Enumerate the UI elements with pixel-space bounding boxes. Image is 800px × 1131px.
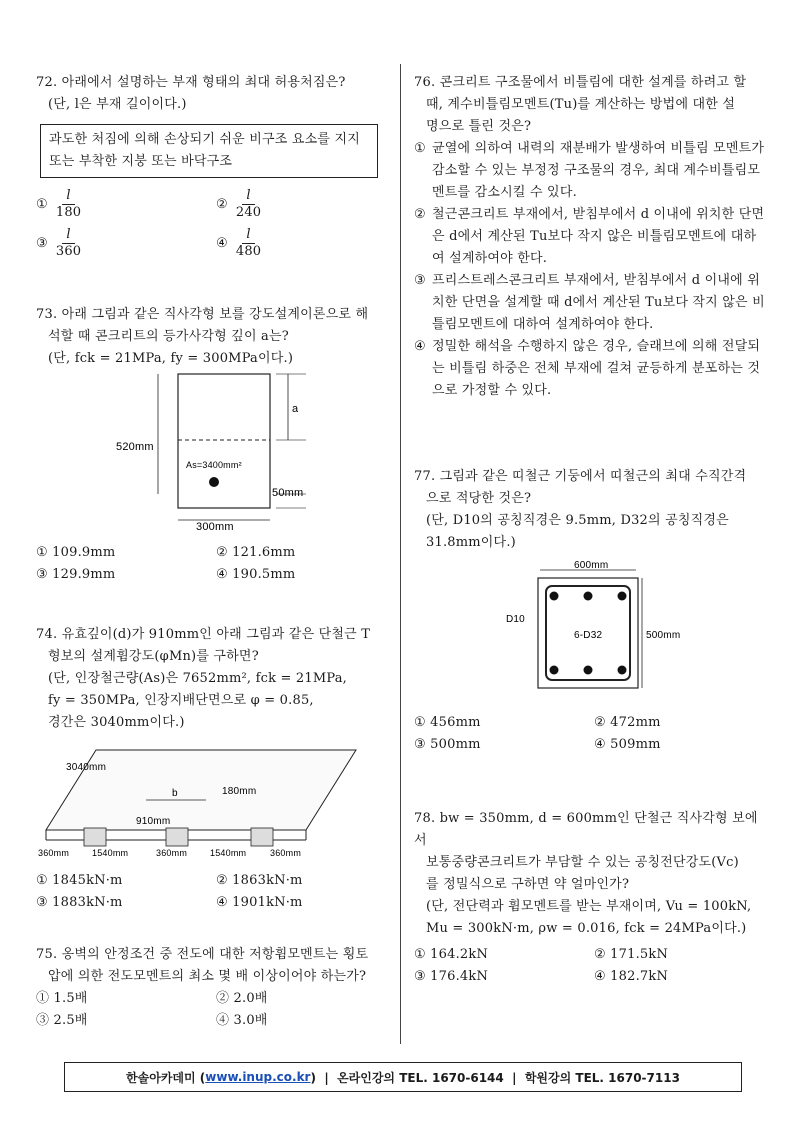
question-73 [36,304,386,586]
question-74-cond-1: (단, 인장철근량(As)은 7652mm², fck = 21MPa, [48,671,348,686]
question-73-title: 73. 아래 그림과 같은 직사각형 보를 강도설계이론으로 해 [36,307,369,322]
option-1[interactable]: ① 456mm [414,715,481,730]
dim-2: 1540mm [92,848,129,858]
option-1[interactable]: ① $\frac{l}{180}$ [36,188,82,220]
column-divider [400,64,401,1044]
question-76 [414,72,766,402]
question-76-line-3: 명으로 틀린 것은? [426,119,532,134]
option-2[interactable]: ② 171.5kN [594,947,669,962]
cover-label: 50mm [272,487,304,499]
option-1[interactable]: ① 1.5배 [36,991,88,1006]
question-76-line-2: 때, 계수비틀림모멘트(Tu)를 계산하는 방법에 대한 설 [426,97,736,112]
question-72-box: 과도한 처짐에 의해 손상되기 쉬운 비구조 요소를 지지 또는 부착한 지붕 또는 바닥구조 [40,124,378,178]
question-75-options [36,988,386,1032]
flange-width-label: b [172,788,178,799]
question-72-options [36,188,386,260]
option-4[interactable]: ④ 509mm [594,737,661,752]
question-73-title-cont: 석할 때 콘크리트의 등가사각형 깊이 a는? [48,329,289,344]
footer-contacts: ) | 온라인강의 TEL. 1670-6144 | 학원강의 TEL. 1670-7113 [310,1070,680,1085]
question-78-line-3: 를 정밀식으로 구하면 약 얼마인가? [426,877,630,892]
dim-3: 360mm [156,848,188,858]
option-1[interactable]: ① 1845kN·m [36,873,123,888]
question-78-line-2: 보통중량콘크리트가 부담할 수 있는 공칭전단강도(Vc) [426,855,739,870]
question-74-cond-3: 경간은 3040mm이다.) [48,715,185,730]
flange-thickness-label: 180mm [222,786,257,797]
option-1[interactable]: ① 균열에 의하여 내력의 재분배가 발생하여 비틀림 모멘트가 감소할 수 있는 부정정 구조물의 경우, 최대 계수비틀림모멘트를 감소시킬 수 있다. [414,141,765,200]
column-width-label: 600mm [574,560,609,571]
option-2[interactable]: ② 철근콘크리트 부재에서, 받침부에서 d 이내에 위치한 단면은 d에서 계산된 Tu보다 작지 않은 비틀림모멘트에 대하여 설계하여야 한다. [414,207,765,266]
question-74-options [36,870,386,914]
question-76-line-1: 76. 콘크리트 구조물에서 비틀림에 대한 설계를 하려고 할 [414,75,747,90]
option-4[interactable]: ④ $\frac{l}{480}$ [216,227,262,259]
question-74-cond-2: fy = 350MPa, 인장지배단면으로 φ = 0.85, [48,693,314,708]
question-73-condition: (단, fck = 21MPa, fy = 300MPa이다.) [48,351,294,366]
option-4[interactable]: ④ 정밀한 해석을 수행하지 않은 경우, 슬래브에 의해 전달되는 비틀림 하중은 전체 부재에 걸쳐 균등하게 분포하는 것으로 가정할 수 있다. [414,339,761,398]
height-label: 520mm [116,441,154,453]
question-78-cond-2: Mu = 300kN·m, ρw = 0.016, fck = 24MPa이다.) [426,921,747,936]
footer [64,1062,742,1092]
question-77 [414,466,766,756]
footer-academy: 한솔아카데미 ( [126,1070,206,1085]
t-beam-figure [36,740,386,858]
dim-5: 360mm [270,848,302,858]
question-76-options [414,138,766,402]
option-4[interactable]: ④ 3.0배 [216,1013,268,1028]
option-4[interactable]: ④ 1901kN·m [216,895,303,910]
question-72 [36,72,386,260]
question-78-line-1: 78. bw = 350mm, d = 600mm인 단철근 직사각형 보에서 [414,811,758,848]
question-77-options [414,712,766,756]
width-label: 300mm [196,521,234,530]
steel-area-label: As=3400mm² [186,460,242,470]
question-74-title: 74. 유효깊이(d)가 910mm인 아래 그림과 같은 단철근 T [36,627,371,642]
right-column [414,62,766,988]
column-height-label: 500mm [646,630,681,641]
question-74-title-cont: 형보의 설계휨강도(φMn)를 구하면? [48,649,259,664]
dim-4: 1540mm [210,848,247,858]
bars-label: 6-D32 [574,630,603,641]
option-3[interactable]: ③ 프리스트레스콘크리트 부재에서, 받침부에서 d 이내에 위치한 단면을 설계할 때 d에서 계산된 Tu보다 작지 않은 비틀림모멘트에 대하여 설계하여야 한다. [414,273,765,332]
option-4[interactable]: ④ 190.5mm [216,567,296,582]
option-2[interactable]: ② 121.6mm [216,545,296,560]
question-78-options [414,944,766,988]
footer-website-link[interactable]: www.inup.co.kr [205,1070,311,1084]
question-75 [36,944,386,1032]
left-column [36,62,386,1032]
span-label: 3040mm [66,762,107,773]
rebar-dot [209,477,219,487]
question-75-title-cont: 압에 의한 전도모멘트의 최소 몇 배 이상이어야 하는가? [48,969,367,984]
question-77-line-1: 77. 그림과 같은 띠철근 기둥에서 띠철근의 최대 수직간격 [414,469,747,484]
question-78 [414,808,766,988]
question-77-cond-2: 31.8mm이다.) [426,535,516,550]
option-1[interactable]: ① 109.9mm [36,545,116,560]
option-3[interactable]: ③ 176.4kN [414,969,489,984]
option-1[interactable]: ① 164.2kN [414,947,489,962]
option-2[interactable]: ② $\frac{l}{240}$ [216,188,262,220]
depth-a-label: a [292,403,299,415]
tie-label: D10 [506,614,525,625]
option-2[interactable]: ② 2.0배 [216,991,268,1006]
question-72-condition: (단, l은 부재 길이이다.) [48,97,187,112]
option-2[interactable]: ② 1863kN·m [216,873,303,888]
option-2[interactable]: ② 472mm [594,715,661,730]
question-77-cond-1: (단, D10의 공칭직경은 9.5mm, D32의 공칭직경은 [426,513,729,528]
option-3[interactable]: ③ 2.5배 [36,1013,88,1028]
effective-depth-label: 910mm [136,816,171,827]
option-4[interactable]: ④ 182.7kN [594,969,669,984]
question-78-cond-1: (단, 전단력과 휨모멘트를 받는 부재이며, Vu = 100kN, [426,899,752,914]
question-72-title: 72. 아래에서 설명하는 부재 형태의 최대 허용처짐은? [36,75,346,90]
beam-section-figure [36,370,386,530]
option-3[interactable]: ③ 1883kN·m [36,895,123,910]
dim-1: 360mm [38,848,70,858]
option-3[interactable]: ③ 500mm [414,737,481,752]
question-74 [36,624,386,914]
option-3[interactable]: ③ $\frac{l}{360}$ [36,227,82,259]
question-73-options [36,542,386,586]
tied-column-figure [414,560,766,700]
option-3[interactable]: ③ 129.9mm [36,567,116,582]
question-77-line-2: 으로 적당한 것은? [426,491,532,506]
question-75-title: 75. 옹벽의 안정조건 중 전도에 대한 저항휨모멘트는 횡토 [36,947,369,962]
